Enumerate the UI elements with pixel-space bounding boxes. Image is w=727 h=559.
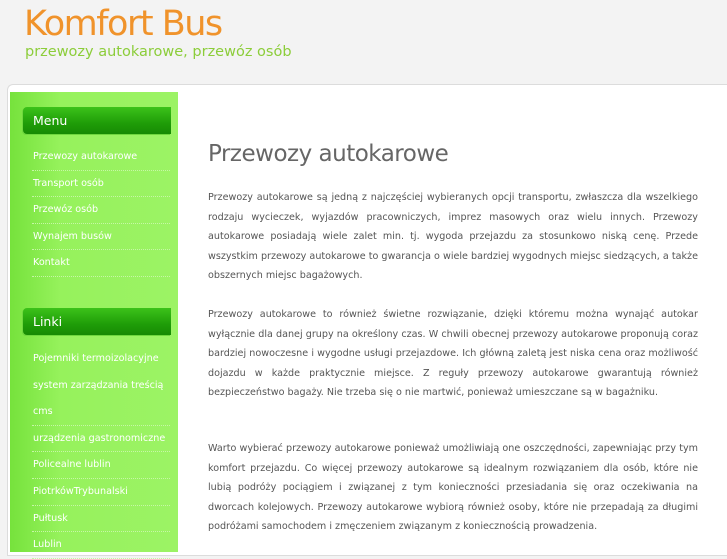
page-title: Przewozy autokarowe <box>208 141 449 167</box>
site-title[interactable]: Komfort Bus <box>24 4 222 44</box>
menu-item-przewoz-osob[interactable]: Przewóz osób <box>32 197 170 224</box>
links-list <box>32 346 170 559</box>
site-tagline: przewozy autokarowe, przewóz osób <box>25 44 292 60</box>
link-item-lublin[interactable]: Lublin <box>32 532 170 559</box>
link-item-policealne-lublin[interactable]: Policealne lublin <box>32 452 170 479</box>
links-heading: Linki <box>23 308 171 335</box>
link-item-urzadzenia[interactable]: urządzenia gastronomiczne <box>32 426 170 453</box>
main-content <box>208 140 698 532</box>
link-item-system-cms[interactable]: system zarządzania treścią <box>33 379 164 391</box>
link-item-cms[interactable]: cms <box>32 399 170 426</box>
paragraph-2: Przewozy autokarowe to również świetne rozwiązanie, dzięki któremu można wynająć autokar wyłącznie dla danej grupy na określony czas. W chwili obecnej przewozy autokarowe proponują coraz bardziej nowoczesne i wygodne usługi przejazdowe. Ich główną zaletą jest niska cena oraz możliwość dojazdu w każde praktycznie miejsce. Z reguły przewozy autokarowe gwarantują również bezpieczeństwo bagaży. Nie trzeba się o nie martwić, ponieważ umieszczane są w bagażniku. <box>208 309 698 398</box>
paragraph-1: Przewozy autokarowe są jedną z najczęściej wybieranych opcji transportu, zwłaszcza dla wszelkiego rodzaju wycieczek, wyjazdów pracowniczych, imprez masowych oraz wielu innych. Przewozy autokarowe posiadają wiele zalet min. tj. wygoda przejazdu za stosunkowo niską cenę. Przede wszystkim przewozy autokarowe to gwarancja o wiele bardziej wygodnych miejsc siedzących, a także obszernych miejsc bagażowych. <box>208 192 698 281</box>
sidebar <box>10 92 178 552</box>
link-item-pultusk[interactable]: Pułtusk <box>32 506 170 533</box>
menu-item-kontakt[interactable]: Kontakt <box>32 250 170 277</box>
menu-list <box>32 144 170 277</box>
site-header <box>0 0 727 85</box>
menu-heading: Menu <box>23 107 171 134</box>
menu-item-wynajem-busow[interactable]: Wynajem busów <box>32 224 170 251</box>
link-item-piotrkow[interactable]: PiotrkówTrybunalski <box>32 479 170 506</box>
link-item-pojemniki[interactable]: Pojemniki termoizolacyjne <box>33 353 159 364</box>
menu-item-transport-osob[interactable]: Transport osób <box>32 171 170 198</box>
menu-item-przewozy-autokarowe[interactable]: Przewozy autokarowe <box>32 144 170 171</box>
paragraph-3: Warto wybierać przewozy autokarowe ponieważ umożliwiają one oszczędności, zapewniając przy tym komfort przejazdu. Co więcej przewozy autokarowe są idealnym rozwiązaniem dla osób, które nie lubią podróży pociągiem i związanej z tym konieczności przesiadania się oraz oczekiwania na dworcach kolejowych. Przewozy autokarowe wybiorą również osoby, które nie przepadają za długimi podróżami samochodem i zmęczeniem związanym z koniecznością prowadzenia. <box>208 443 698 532</box>
